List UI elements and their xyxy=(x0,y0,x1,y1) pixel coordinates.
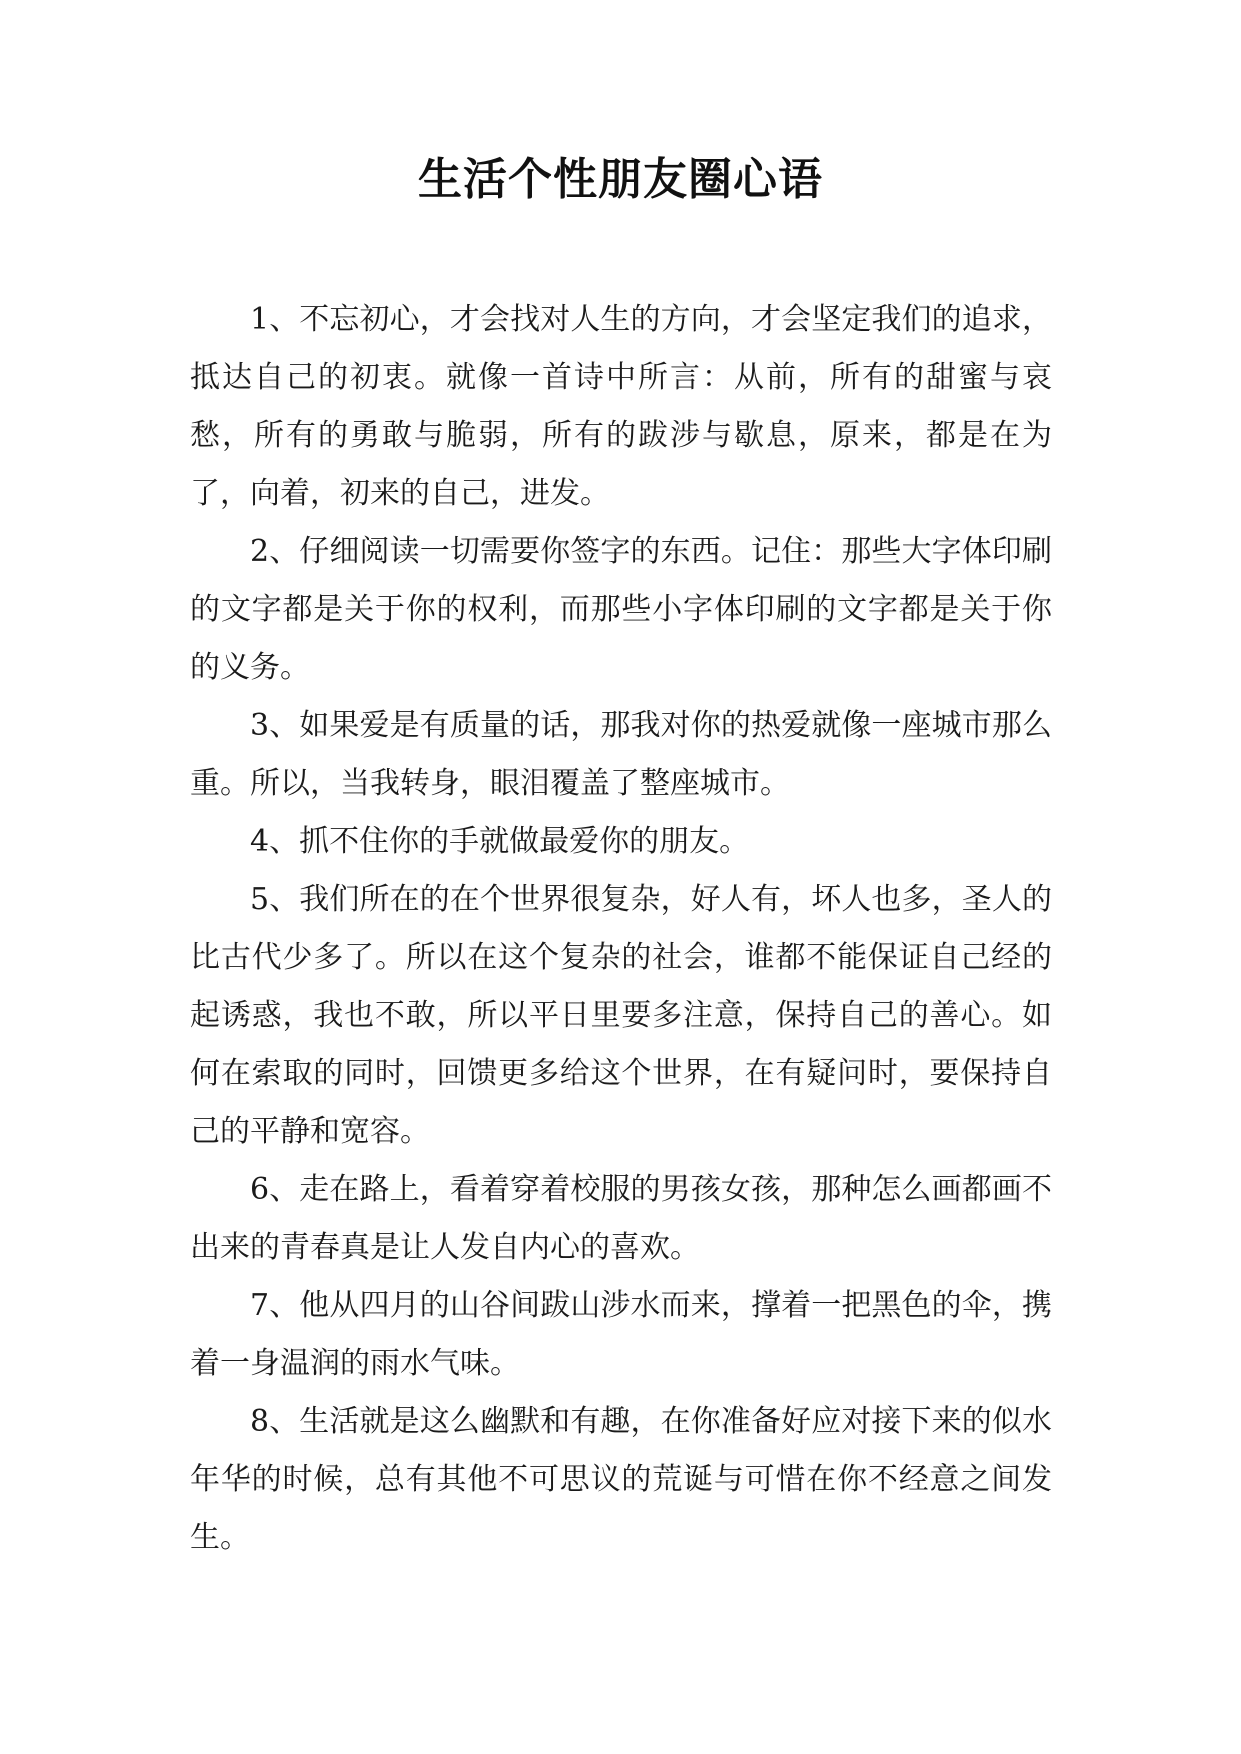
document-title: 生活个性朋友圈心语 xyxy=(418,154,823,205)
paragraph-3: 3、如果爱是有质量的话，那我对你的热爱就像一座城市那么重。所以，当我转身，眼泪覆盖了整座城市。 xyxy=(190,708,1052,801)
paragraph-1: 1、不忘初心，才会找对人生的方向，才会坚定我们的追求，抵达自己的初衷。就像一首诗中所言：从前，所有的甜蜜与哀愁，所有的勇敢与脆弱，所有的跋涉与歇息，原来，都是在为了，向着，初来的自己，进发。 xyxy=(190,302,1052,511)
paragraph-5: 5、我们所在的在个世界很复杂，好人有，坏人也多，圣人的比古代少多了。所以在这个复杂的社会，谁都不能保证自己经的起诱惑，我也不敢，所以平日里要多注意，保持自己的善心。如何在索取的同时，回馈更多给这个世界，在有疑问时，要保持自己的平静和宽容。 xyxy=(190,882,1052,1149)
paragraph-6: 6、走在路上，看着穿着校服的男孩女孩，那种怎么画都画不出来的青春真是让人发自内心的喜欢。 xyxy=(190,1172,1052,1265)
paragraph-2: 2、仔细阅读一切需要你签字的东西。记住：那些大字体印刷的文字都是关于你的权利，而那些小字体印刷的文字都是关于你的义务。 xyxy=(190,534,1052,685)
paragraph-7: 7、他从四月的山谷间跋山涉水而来，撑着一把黑色的伞，携着一身温润的雨水气味。 xyxy=(190,1288,1052,1381)
paragraph-4: 4、抓不住你的手就做最爱你的朋友。 xyxy=(250,824,750,859)
document-body xyxy=(190,291,1052,1567)
paragraph-8: 8、生活就是这么幽默和有趣，在你准备好应对接下来的似水年华的时候，总有其他不可思议的荒诞与可惜在你不经意之间发生。 xyxy=(190,1404,1052,1555)
